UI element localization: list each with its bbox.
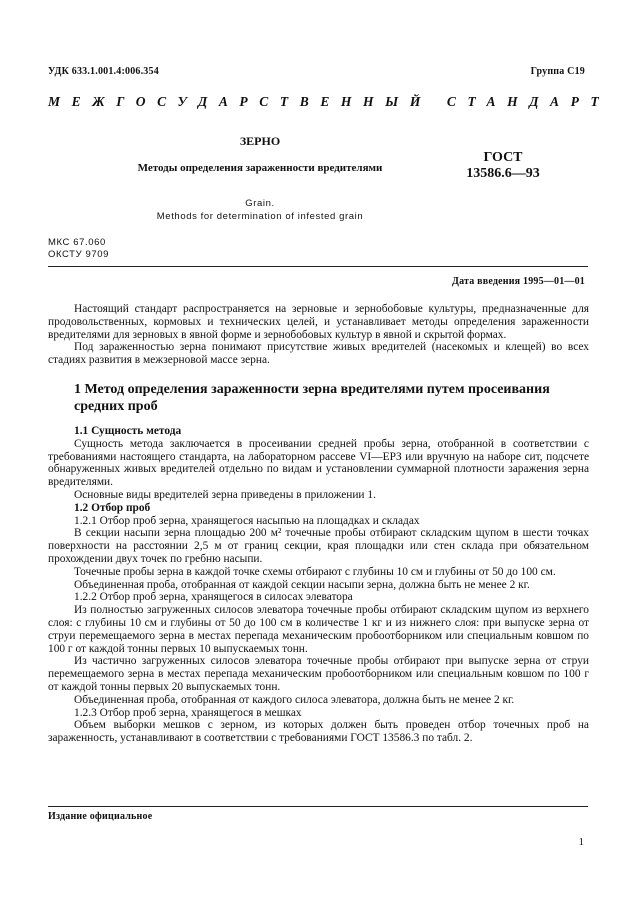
- mks-code: МКС 67.060: [48, 237, 106, 248]
- intro-paragraph: Настоящий стандарт распространяется на зерновые и зернобобовые культуры, предназначенные для продовольственных, кормовых и технических целей, и устанавливает методы определения зараженности вредителями для зерновых в явной форме и зернобобовых культур в явной и скрытой формах.: [48, 303, 589, 341]
- subsection-1-1-heading: 1.1 Сущность метода: [74, 424, 182, 437]
- effective-date: Дата введения 1995—01—01: [452, 276, 585, 287]
- page-number: 1: [578, 836, 584, 848]
- gost-label: ГОСТ: [483, 150, 523, 165]
- group-code: Группа С19: [530, 66, 585, 77]
- body-paragraph: Точечные пробы зерна в каждой точке схемы отбирают с глубины 10 см и глубины от 50 до 100 см.: [74, 565, 556, 578]
- clause-1-2-2-heading: 1.2.2 Отбор проб зерна, хранящегося в силосах элеватора: [74, 591, 353, 604]
- header-divider: [48, 266, 588, 267]
- clause-1-2-3-heading: 1.2.3 Отбор проб зерна, хранящегося в мешках: [74, 706, 302, 719]
- document-title: ЗЕРНО: [239, 134, 281, 148]
- english-subtitle: Methods for determination of infested grain: [156, 211, 364, 222]
- body-paragraph: Объединенная проба, отобранная от каждого силоса элеватора, должна быть не менее 2 кг.: [74, 693, 515, 706]
- okstu-code: ОКСТУ 9709: [48, 249, 109, 260]
- subsection-1-2-heading: 1.2 Отбор проб: [74, 501, 151, 514]
- standard-banner: МЕЖГОСУДАРСТВЕННЫЙ СТАНДАРТ: [48, 94, 611, 109]
- intro-paragraph: Под зараженностью зерна понимают присутствие живых вредителей (насекомых и клещей) во всех стадиях развития в межзерновой массе зерна.: [48, 341, 589, 367]
- section-1-heading: 1 Метод определения зараженности зерна вредителями путем просеивания средних проб: [74, 381, 550, 414]
- body-paragraph: Объем выборки мешков с зерном, из которых должен быть проведен отбор точечных проб на зараженность, устанавливают в соответствии с требованиями ГОСТ 13586.3 по табл. 2.: [48, 719, 589, 745]
- body-paragraph: Основные виды вредителей зерна приведены в приложении 1.: [74, 488, 376, 501]
- body-paragraph: Из частично загруженных силосов элеватора точечные пробы отбирают при выпуске зерна от струи перемещаемого зерна в местах перепада механическим пробоотборником или специальным ковшом по 100 г от каждой тонны первых 20 выпускаемых тонн.: [48, 655, 589, 693]
- edition-label: Издание официальное: [48, 811, 153, 822]
- body-paragraph: В секции насыпи зерна площадью 200 м² точечные пробы отбирают складским щупом в шести точках поверхности на расстоянии 2,5 м от границ секции, края площадки или стен склада при обязательном прохождении двух точек по гребню насыпи.: [48, 527, 589, 565]
- document-body: [48, 303, 589, 745]
- footer-divider: [48, 806, 588, 807]
- body-paragraph: Сущность метода заключается в просеивании средней пробы зерна, отобранной в соответствии с требованиями настоящего стандарта, на лабораторном рассеве VI—ЕРЗ или вручную на наборе сит, подсчете обнаруженных живых вредителей отдельно по видам и установлении суммарной плотности заражения зерна вредителями.: [48, 437, 589, 489]
- clause-1-2-1-heading: 1.2.1 Отбор проб зерна, хранящегося насыпью на площадках и складах: [74, 514, 420, 527]
- document-subtitle: Методы определения зараженности вредителями: [137, 162, 383, 174]
- body-paragraph: Из полностью загруженных силосов элеватора точечные пробы отбирают складским щупом из верхнего слоя: с глубины 10 см и глубины от 50 до 100 см в количестве 1 кг и из нижнего слоя: при выпуске зерна от струи перемещаемого зерна в местах перепада механическим пробоотборником или специальным ковшом по 100 г от каждой тонны первых 10 выпускаемых тонн.: [48, 604, 589, 655]
- english-title: Grain.: [245, 198, 275, 209]
- body-paragraph: Объединенная проба, отобранная от каждой секции насыпи зерна, должна быть не менее 2 кг.: [74, 578, 530, 591]
- gost-number: 13586.6—93: [466, 166, 540, 181]
- udk-code: УДК 633.1.001.4:006.354: [48, 66, 159, 77]
